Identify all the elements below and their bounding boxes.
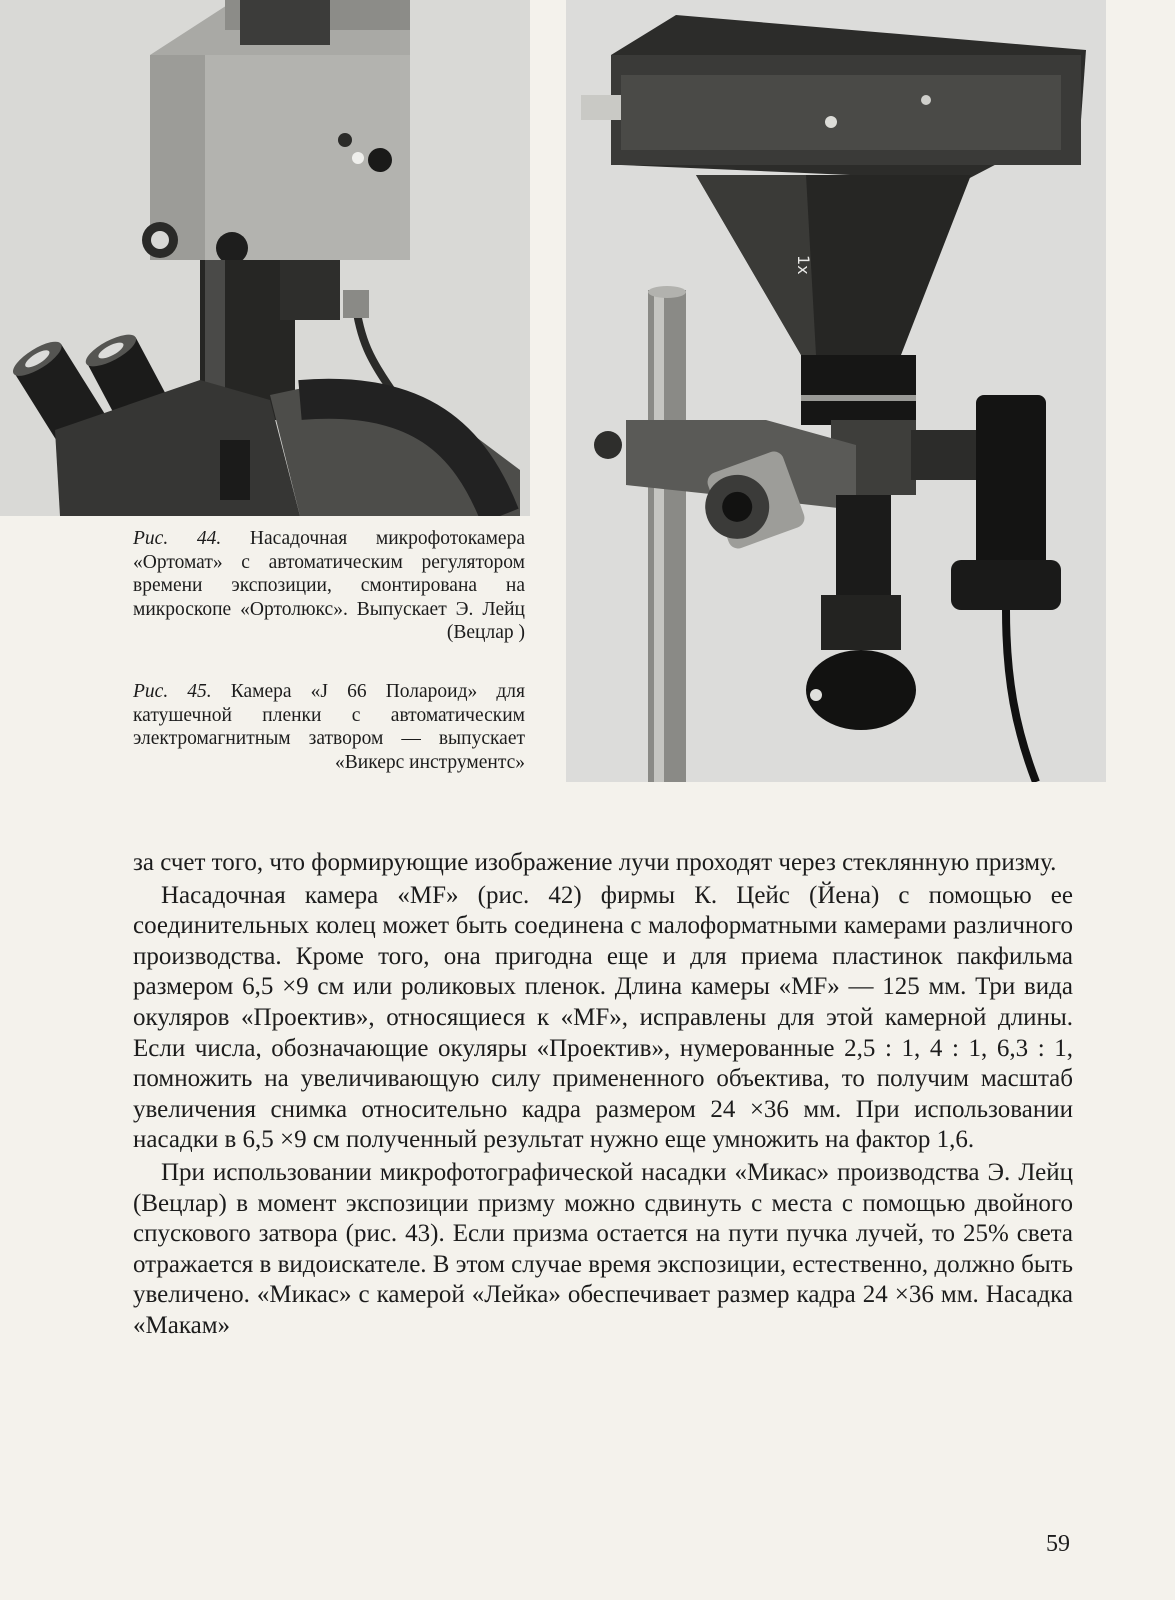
paragraph-3: При использовании микрофотографической насадки «Микас» производства Э. Лейц (Вецлар) в момент экспозиции призму можно сдвинуть с места с помощью двойного спускового затвора (рис. 43). Если призма остается на пути пучка лучей, то 25% света отражается в видоискателе. В этом случае время экспозиции, естественно, должно быть увеличено. «Микас» с камерой «Лейка» обеспечивает размер кадра 24 ×36 мм. Насадка «Макам» <box>133 1158 1073 1339</box>
body-text <box>133 848 1073 1344</box>
figure-45-photo <box>566 0 1106 782</box>
page-number: 59 <box>1046 1531 1070 1557</box>
paragraph-2: Насадочная камера «MF» (рис. 42) фирмы К. Цейс (Йена) с помощью ее соединительных колец может быть соединена с малоформатными камерами различного производства. Кроме того, она пригодна еще и для приема пластинок пакфильма размером 6,5 ×9 см или роликовых пленок. Длина камеры «MF» — 125 мм. Три вида окуляров «Проектив», относящиеся к «MF», исправлены для этой камерной длины. Если числа, обозначающие окуляры «Проектив», нумерованные 2,5 : 1, 4 : 1, 6,3 : 1, помножить на увеличивающую силу примененного объектива, то получим масштаб увеличения снимка относительно кадра размером 24 ×36 мм. При использовании насадки в 6,5 ×9 см полученный результат нужно еще умножить на фактор 1,6. <box>133 881 1073 1154</box>
figure-45-caption <box>133 680 525 774</box>
figure-44-photo <box>0 0 530 516</box>
figure-45-text: Камера «J 66 Полароид» для катушечной пленки с автоматическим электромагнитным затвором — выпускает «Викерс инструментс» <box>133 681 525 773</box>
figure-44-label: Рис. 44. <box>133 528 222 549</box>
paragraph-1: за счет того, что формирующие изображение лучи проходят через стеклянную призму. <box>133 849 1057 876</box>
figure-44-caption <box>133 527 525 645</box>
magnification-marking: 1x <box>794 255 813 275</box>
figure-45-label: Рис. 45. <box>133 681 212 702</box>
figure-44-text: Насадочная микрофотокамера «Ортомат» с автоматическим регулятором времени экспозиции, смонтирована на микроскопе «Ортолюкс». Выпускает Э. Лейц (Вецлар ) <box>133 528 525 643</box>
